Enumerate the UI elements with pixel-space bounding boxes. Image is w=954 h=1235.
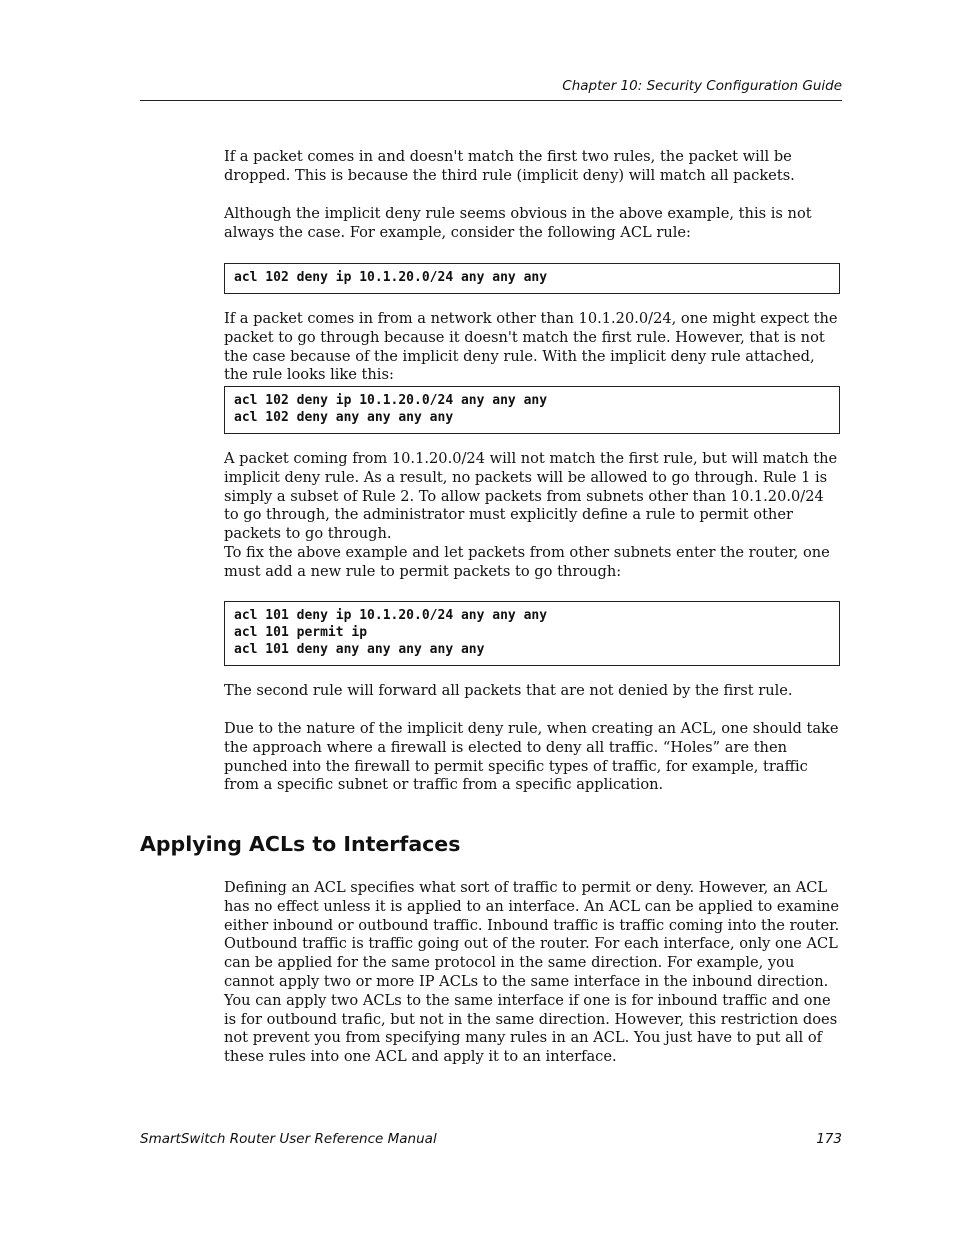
code-line: acl 102 deny ip 10.1.20.0/24 any any any: [234, 270, 548, 285]
paragraph-8-container: [224, 879, 842, 1067]
section-heading: Applying ACLs to Interfaces: [140, 832, 461, 856]
paragraph-6: The second rule will forward all packets that are not denied by the first rule.: [224, 682, 793, 699]
paragraph-1: If a packet comes in and doesn't match the first two rules, the packet will be dropped. This is because the third rule (implicit deny) will match all packets.: [224, 148, 795, 184]
paragraph-4: A packet coming from 10.1.20.0/24 will not match the first rule, but will match the implicit deny rule. As a result, no packets will be allowed to go through. Rule 1 is simply a subset of Rule 2. To allow packets from subnets other than 10.1.20.0/24 to go through, the administrator must explicitly define a rule to permit other packets to go through.: [224, 450, 838, 543]
footer-page-number: 173: [816, 1131, 842, 1147]
paragraph-2-container: [224, 205, 842, 243]
code-block-2: [224, 386, 840, 434]
paragraph-3: If a packet comes in from a network other than 10.1.20.0/24, one might expect the packet to go through because it doesn't match the first rule. However, that is not the case because of the implicit deny rule. With the implicit deny rule attached, the rule looks like this:: [224, 310, 838, 384]
code-line: acl 102 deny any any any any: [234, 410, 454, 425]
code-line: acl 101 deny any any any any any: [234, 642, 485, 657]
code-line: acl 102 deny ip 10.1.20.0/24 any any any: [234, 393, 548, 408]
paragraph-1-container: [224, 148, 842, 186]
code-line: acl 101 permit ip: [234, 625, 368, 640]
paragraph-2: Although the implicit deny rule seems obvious in the above example, this is not always the case. For example, consider the following ACL rule:: [224, 205, 812, 241]
paragraph-3-container: [224, 310, 842, 385]
paragraph-6-container: [224, 682, 842, 701]
footer-manual-title: SmartSwitch Router User Reference Manual: [140, 1131, 437, 1147]
paragraph-5: To fix the above example and let packets from other subnets enter the router, one must add a new rule to permit packets to go through:: [224, 544, 830, 580]
paragraph-7: Due to the nature of the implicit deny rule, when creating an ACL, one should take the approach where a firewall is elected to deny all traffic. “Holes” are then punched into the firewall to permit specific types of traffic, for example, traffic from a specific subnet or traffic from a specific application.: [224, 720, 839, 794]
paragraph-4-container: [224, 450, 842, 544]
paragraph-7-container: [224, 720, 842, 795]
header-rule: [140, 100, 842, 101]
code-block-3: [224, 601, 840, 666]
paragraph-8: Defining an ACL specifies what sort of traffic to permit or deny. However, an ACL has no effect unless it is applied to an interface. An ACL can be applied to examine either inbound or outbound traffic. Inbound traffic is traffic coming into the router. Outbound traffic is traffic going out of the router. For each interface, only one ACL can be applied for the same protocol in the same direction. For example, you cannot apply two or more IP ACLs to the same interface in the inbound direction. You can apply two ACLs to the same interface if one is for inbound traffic and one is for outbound trafic, but not in the same direction. However, this restriction does not prevent you from specifying many rules in an ACL. You just have to put all of these rules into one ACL and apply it to an interface.: [224, 879, 840, 1066]
code-line: acl 101 deny ip 10.1.20.0/24 any any any: [234, 608, 548, 623]
running-header: Chapter 10: Security Configuration Guide: [562, 78, 842, 94]
code-block-1: [224, 263, 840, 294]
paragraph-5-container: [224, 544, 842, 582]
